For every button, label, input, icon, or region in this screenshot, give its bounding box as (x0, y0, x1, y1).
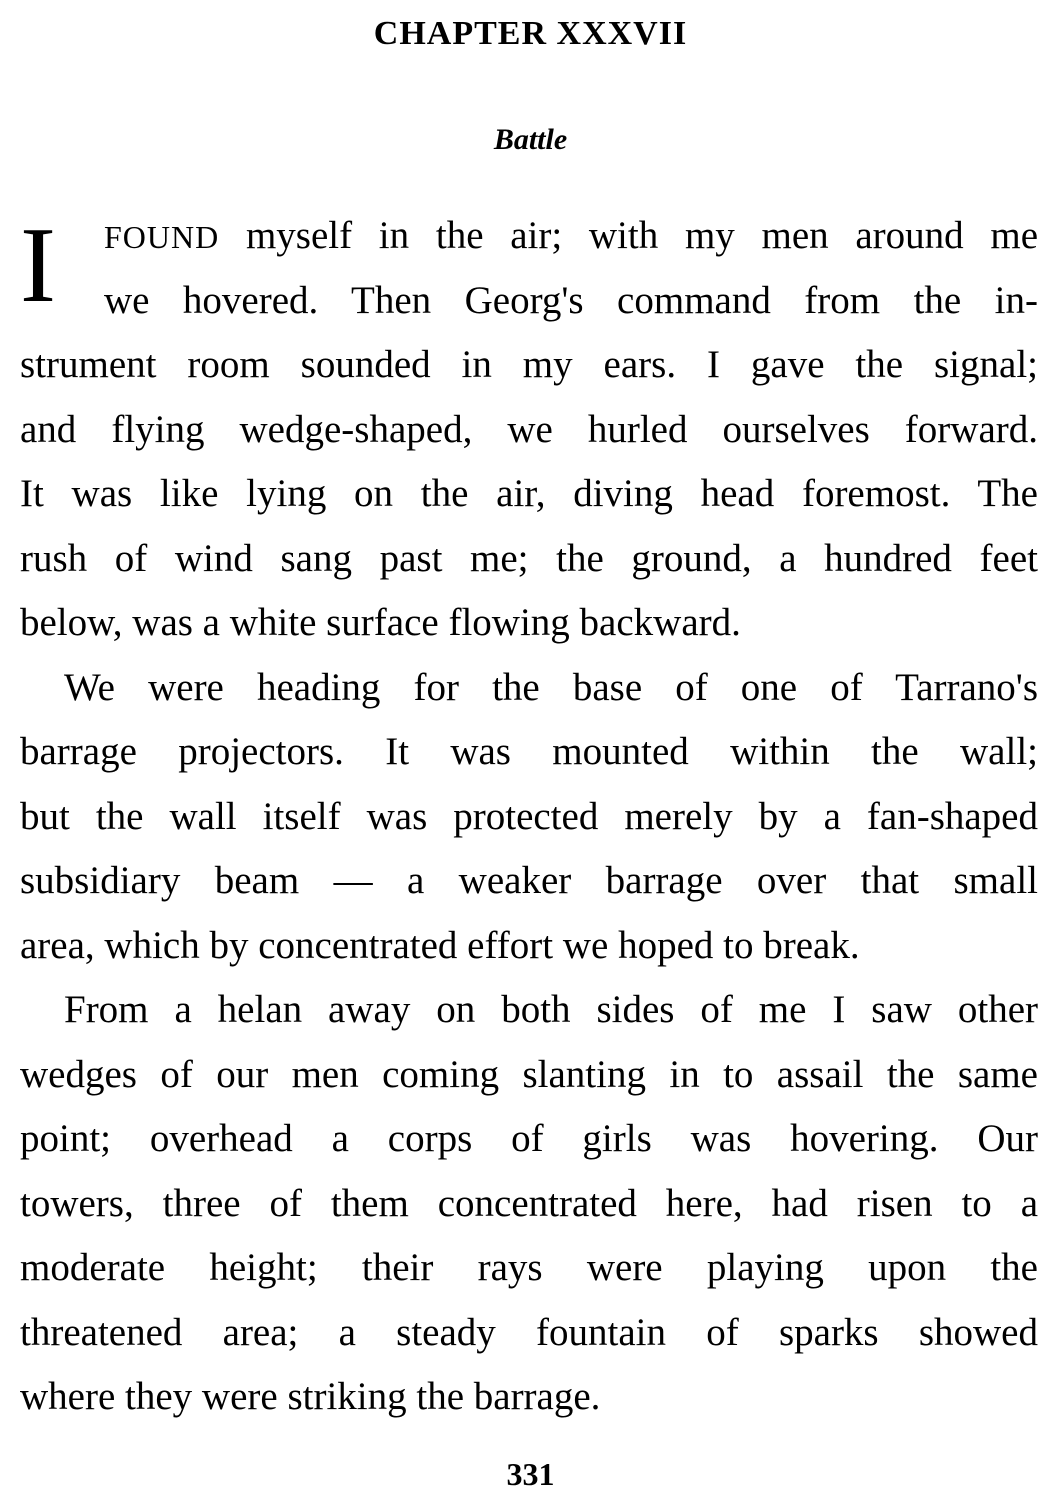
text-line: towers, three of them concentrated here, had risen to a (20, 1181, 1038, 1225)
text-line: threatened area; a steady fountain of sparks showed (20, 1310, 1038, 1354)
text-line: moderate height; their rays were playing upon the (20, 1246, 1038, 1289)
chapter-heading: CHAPTER XXXVII (373, 15, 688, 52)
paragraph-1 (20, 204, 1038, 656)
text-line: below, was a white surface flowing backward. (20, 601, 741, 644)
text-line: barrage projectors. It was mounted within the wall; (20, 730, 1038, 773)
text-line: wedges of our men coming slanting in to assail the same (20, 1052, 1038, 1096)
text-line: point; overhead a corps of girls was hovering. Our (20, 1117, 1038, 1160)
text-line: It was like lying on the air, diving head foremost. The (20, 472, 1038, 515)
paragraph-3 (20, 978, 1038, 1430)
body-text (20, 204, 1038, 1430)
text-line: and flying wedge-shaped, we hurled ourselves forward. (20, 407, 1038, 451)
text-line: but the wall itself was protected merely by a fan-shaped (20, 794, 1038, 838)
text-line: rush of wind sang past me; the ground, a hundred feet (20, 536, 1038, 580)
text-line: area, which by concentrated effort we hoped to break. (20, 923, 860, 967)
text-line: From a helan away on both sides of me I saw other (64, 988, 1038, 1031)
text-line (20, 204, 1038, 269)
text-line: we hovered. Then Georg's command from the in- (104, 278, 1038, 322)
text-line: subsidiary beam — a weaker barrage over that small (20, 859, 1038, 902)
page-number: 331 (506, 1456, 555, 1492)
drop-cap: I (20, 206, 56, 325)
text-line-content: myself in the air; with my men around me (245, 214, 1039, 257)
chapter-title: Battle (493, 123, 568, 156)
paragraph-2 (20, 656, 1038, 979)
text-line: strument room sounded in my ears. I gave the signal; (20, 343, 1038, 386)
text-line: where they were striking the barrage. (20, 1375, 601, 1418)
lead-in-word: FOUND (104, 219, 220, 255)
text-line: We were heading for the base of one of Tarrano's (64, 665, 1038, 709)
